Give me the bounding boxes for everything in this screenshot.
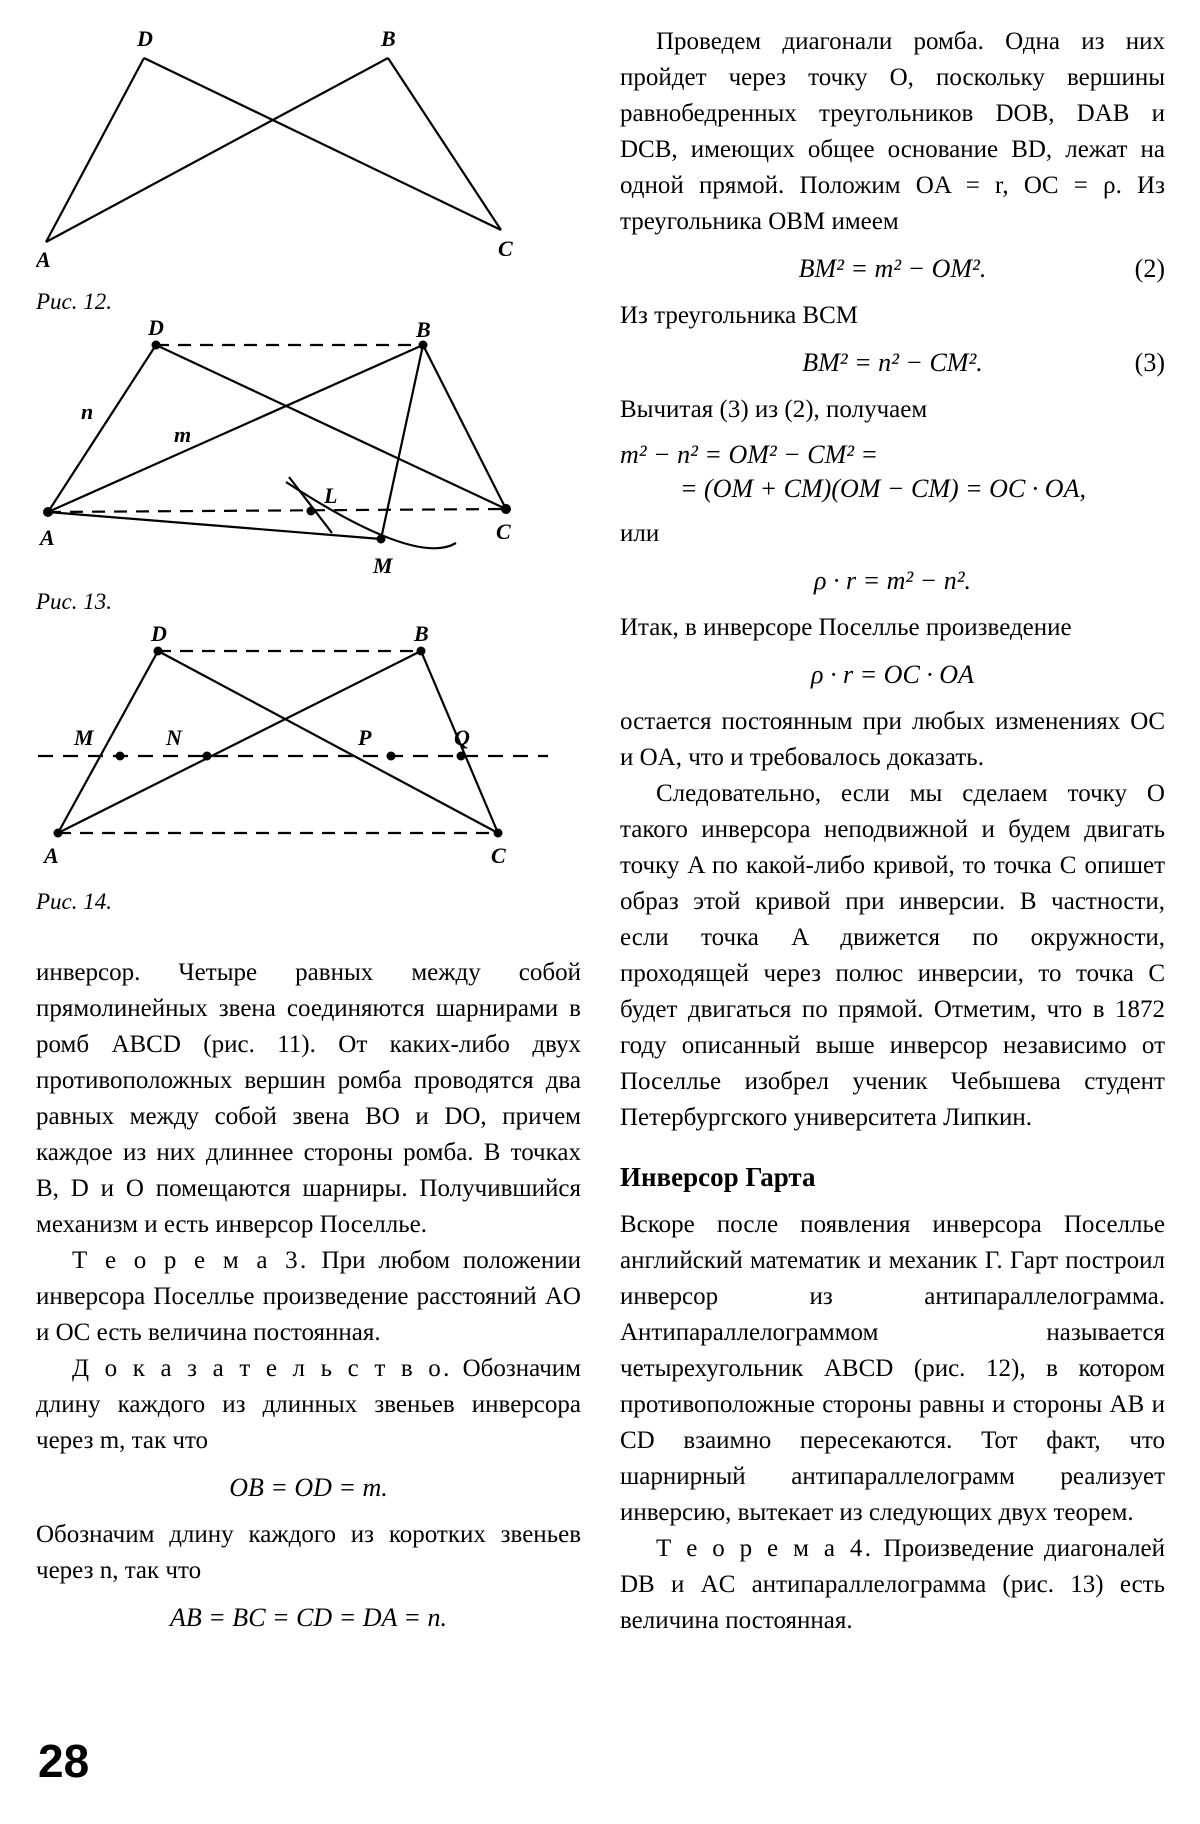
figure-14 (36, 625, 581, 915)
figure-13-label-m: m (174, 422, 192, 447)
figure-12 (36, 24, 581, 315)
figure-14-caption: Рис. 14. (36, 889, 113, 914)
figure-14-label-M: M (74, 725, 94, 750)
formula-2-body: BM² = m² − OM². (798, 254, 987, 283)
figure-12-label-D: D (137, 26, 153, 51)
figure-14-drawing (36, 625, 581, 895)
theorem-3-label: Т е о р е м а 3. (72, 1247, 309, 1274)
theorem-3-text: При любом положении инверсора Поселлье произведение расстояний AO и OC есть величина постоянная. (36, 1247, 582, 1346)
figure-13-caption: Рис. 13. (36, 589, 113, 614)
theorem-3-paragraph (36, 1243, 581, 1351)
paragraph-consequence: Следовательно, если мы сделаем точку O такого инверсора неподвижной и будем двигать точку A по какой-либо кривой, то точка C опишет образ этой кривой при инверсии. В частности, если точка A движется по окружности, проходящей через полюс инверсии, то точка C будет двигаться по прямой. Отметим, что в 1872 году описанный выше инверсор независимо от Поселлье изобрел ученик Чебышева студент Петербургского университета Липкин. (620, 780, 1165, 1131)
line-triangle-bcm: Из треугольника BCM (620, 302, 859, 329)
figure-13-drawing (36, 317, 581, 597)
line-subtract: Вычитая (3) из (2), получаем (620, 396, 928, 423)
left-column (36, 24, 581, 1647)
figure-14-label-P: P (358, 725, 372, 750)
theorem-4-paragraph (620, 1531, 1165, 1639)
line-or: или (620, 520, 660, 547)
formula-ab-bc-cd-da-n: AB = BC = CD = DA = n. (170, 1603, 447, 1632)
left-paragraph-1: инверсор. Четыре равных между собой прямолинейных звена соединяются шарнирами в ромб ABCD (рис. 11). От каких-либо двух противоположных вершин ромба проводятся два равных между собой звена BO и DO, причем каждое из них длиннее стороны ромба. В точках B, D и O помещаются шарниры. Получившийся механизм и есть инверсор Поселлье. (36, 959, 581, 1238)
figure-12-drawing (36, 24, 581, 289)
formula-3 (620, 348, 1165, 378)
formula-5: ρ · r = m² − n². (813, 566, 972, 595)
theorem-4-label: Т е о р е м а 4. (656, 1535, 874, 1562)
paragraph-remains: остается постоянным при любых изменениях OC и OA, что и требовалось доказать. (620, 708, 1165, 771)
figure-13-label-n: n (81, 399, 94, 424)
paragraph-hart: Вскоре после появления инверсора Поселлье английский математик и механик Г. Гарт построил инверсор из антипараллелограмма. Антипараллелограммом называется четырехугольник ABCD (рис. 12), в котором противоположные стороны равны и стороны AB и CD взаимно пересекаются. Тот факт, что шарнирный антипараллелограмм реализует инверсию, вытекает из следующих двух теорем. (620, 1211, 1165, 1526)
figure-13-label-M: M (373, 553, 393, 578)
proof-paragraph (36, 1351, 581, 1459)
figure-14-label-Q: Q (454, 725, 470, 750)
figure-14-label-A: A (44, 843, 59, 868)
formula-2 (620, 254, 1165, 284)
figure-12-label-A: A (36, 247, 51, 272)
proof-text: Обозначим длину каждого из длинных звеньев инверсора через m, так что (36, 1355, 581, 1454)
left-paragraph-short: Обозначим длину каждого из коротких звеньев через n, так что (36, 1521, 581, 1584)
page-number: 28 (38, 1735, 90, 1787)
figure-14-label-B: B (414, 625, 429, 646)
right-column (620, 24, 1165, 1639)
formula-3-body: BM² = n² − CM². (802, 348, 983, 377)
formula-4-line-1: m² − n² = OM² − CM² = (620, 440, 879, 469)
formula-2-number: (2) (1134, 254, 1165, 283)
formula-6: ρ · r = OC · OA (811, 660, 974, 689)
paragraph-itak: Итак, в инверсоре Поселлье произведение (620, 614, 1072, 641)
formula-4-line-2: = (OM + CM)(OM − CM) = OC · OA, (680, 474, 1086, 503)
figure-13 (36, 317, 581, 615)
figure-13-label-B: B (416, 317, 431, 342)
figure-13-label-A: A (40, 525, 55, 550)
figure-14-label-C: C (491, 843, 506, 868)
formula-3-number: (3) (1134, 348, 1165, 377)
section-title-hart-inversor: Инверсор Гарта (620, 1162, 816, 1192)
right-paragraph-1: Проведем диагонали ромба. Одна из них пройдет через точку O, поскольку вершины равнобедренных треугольников DOB, DAB и DCB, имеющих общее основание BD, лежат на одной прямой. Положим OA = r, OC = ρ. Из треугольника OBM имеем (620, 28, 1165, 235)
proof-label: Д о к а з а т е л ь с т в о. (72, 1355, 452, 1382)
figure-12-label-B: B (381, 26, 396, 51)
figure-13-label-L: L (324, 483, 338, 508)
figure-13-label-D: D (148, 317, 164, 340)
figure-14-label-N: N (166, 725, 182, 750)
theorem-4-text: Произведение диагоналей DB и AC антипараллелограмма (рис. 13) есть величина постоянная. (620, 1535, 1166, 1634)
figure-14-label-D: D (151, 625, 167, 646)
figure-13-label-C: C (496, 519, 511, 544)
figure-12-caption: Рис. 12. (36, 289, 113, 314)
formula-ob-od-m: OB = OD = m. (229, 1473, 388, 1502)
figure-12-label-C: C (498, 236, 513, 261)
